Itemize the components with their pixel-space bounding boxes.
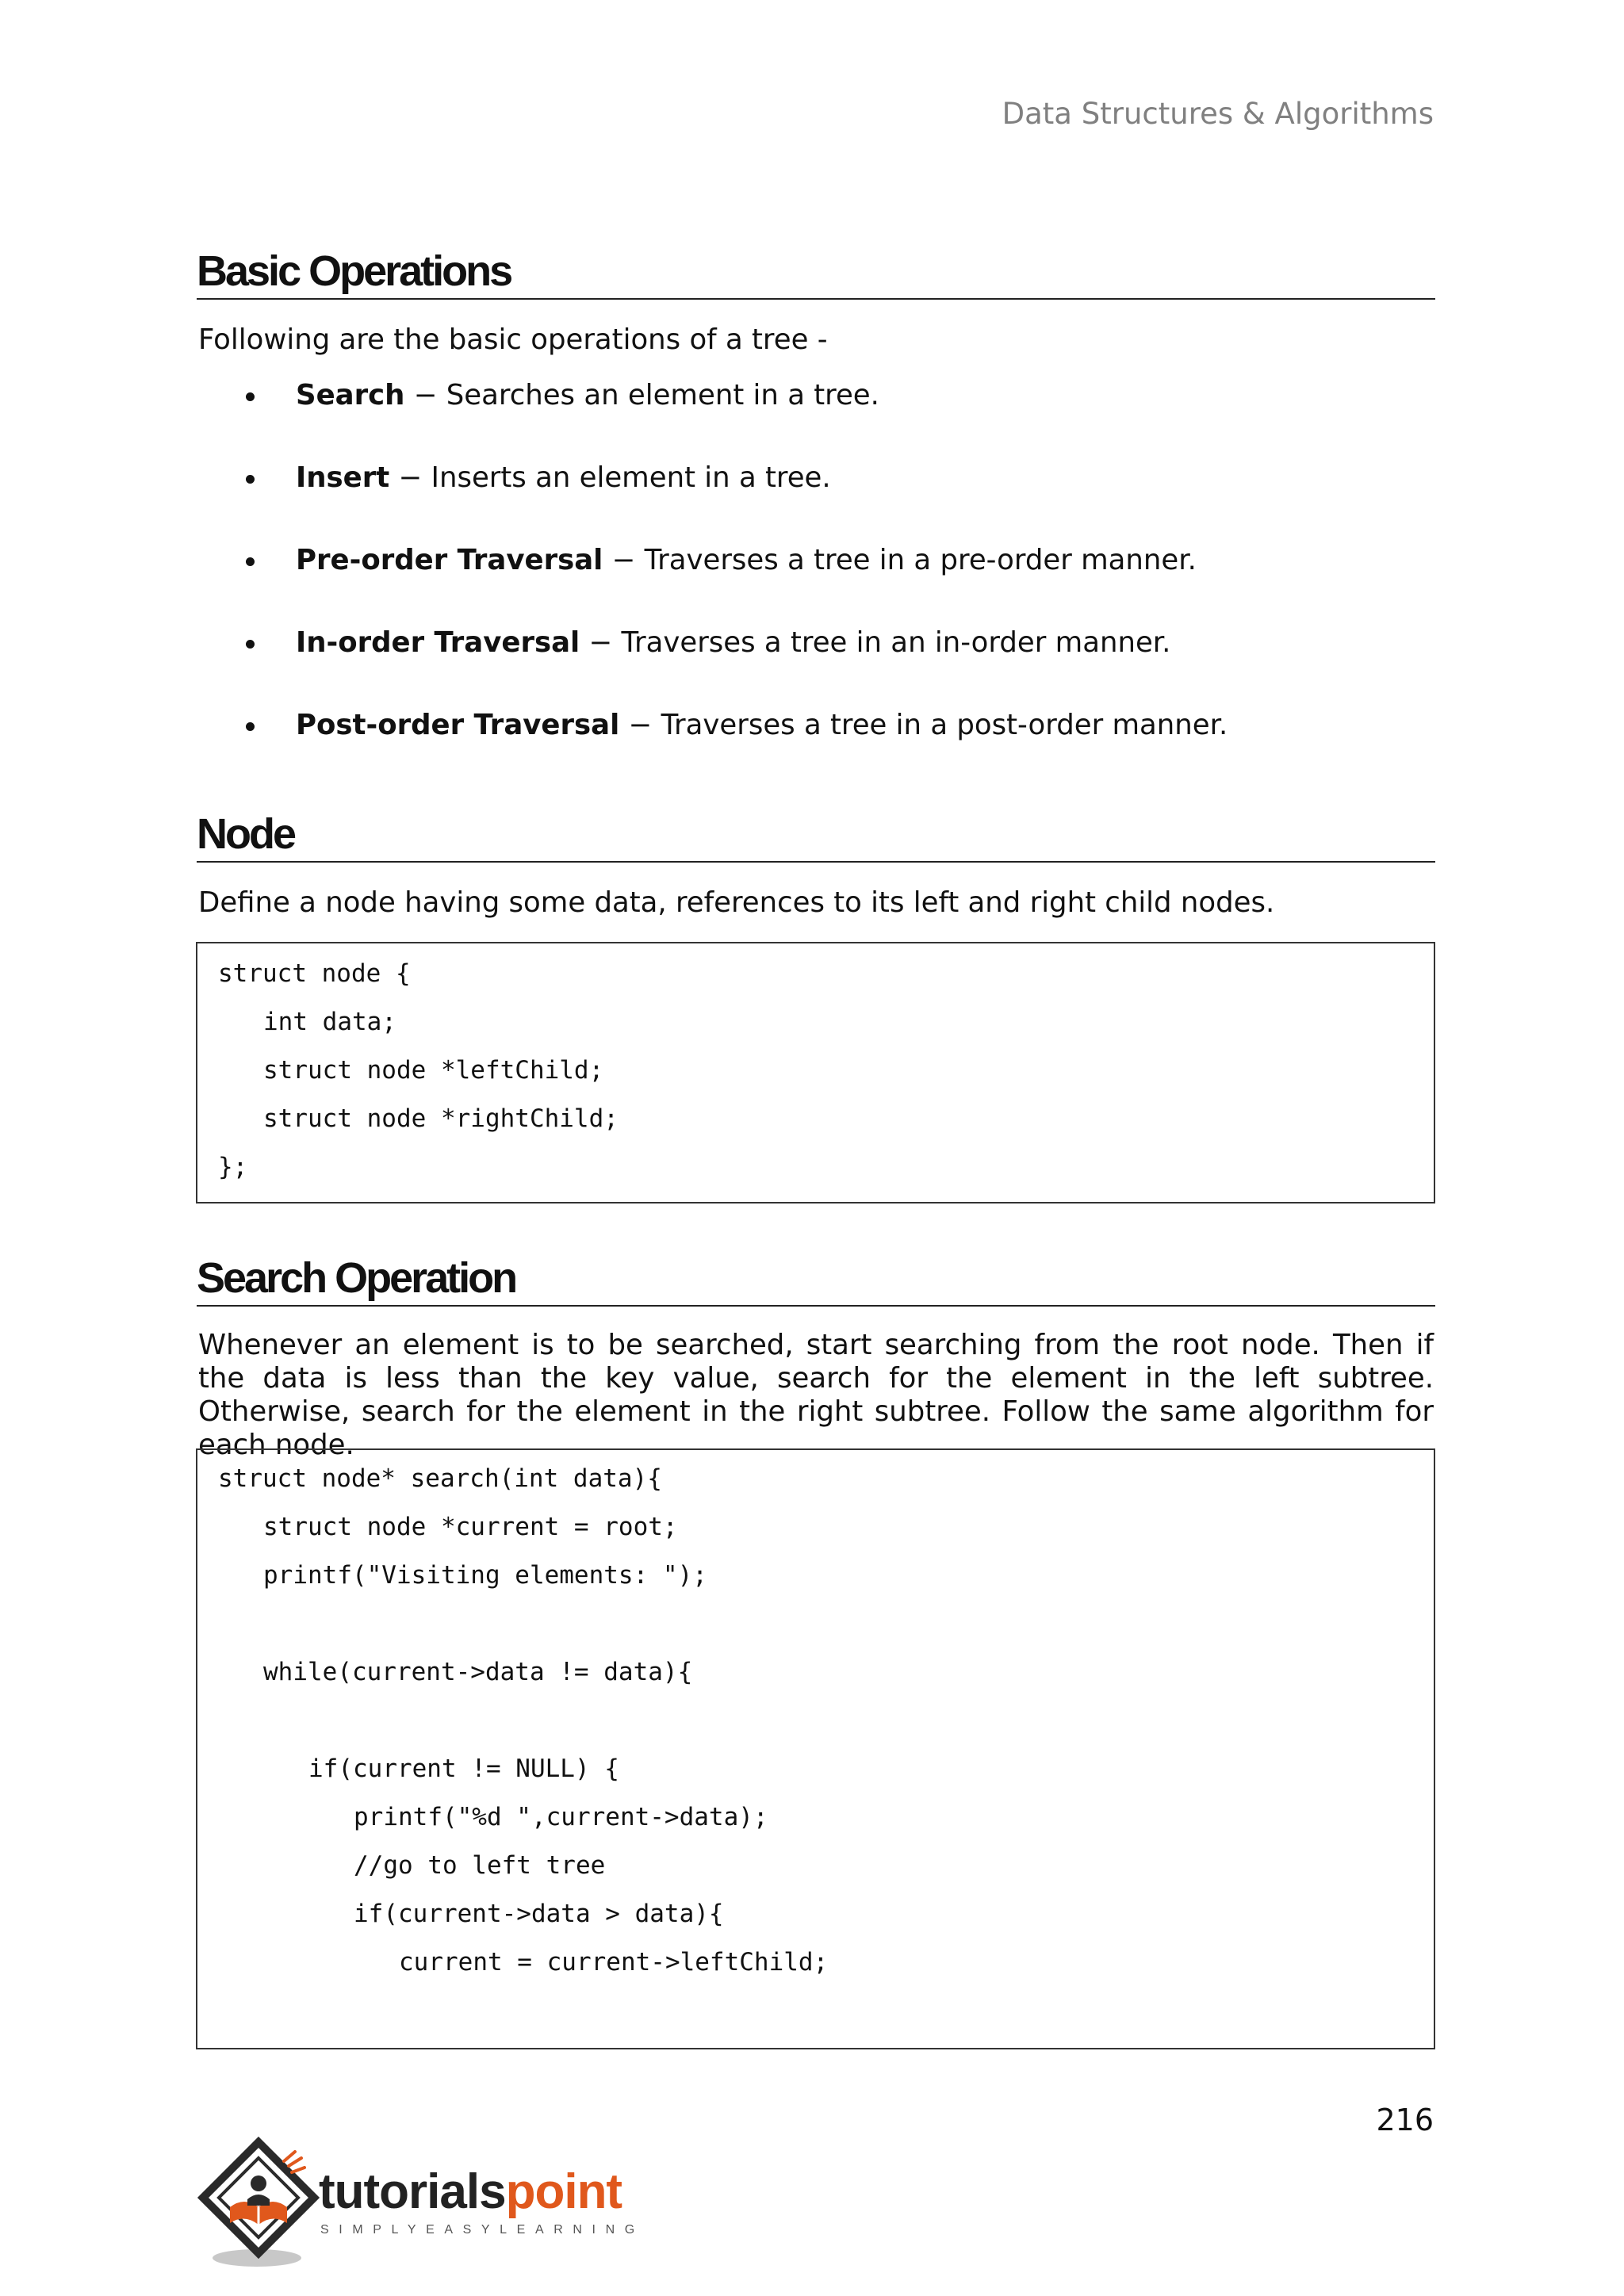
- operation-term: Insert: [296, 461, 390, 494]
- bullet-icon: [246, 640, 255, 649]
- page-number: 216: [1376, 2103, 1434, 2137]
- list-item: [246, 706, 1228, 788]
- logo-tagline: SIMPLYEASYLEARNING: [320, 2223, 645, 2237]
- operation-desc: − Traverses a tree in an in-order manner.: [580, 626, 1171, 659]
- list-item: [246, 623, 1228, 706]
- bullet-icon: [246, 722, 255, 731]
- node-code-block: [196, 942, 1435, 1203]
- code-line: if(current->data > data){: [354, 1900, 724, 1928]
- code-line: if(current != NULL) {: [308, 1755, 619, 1783]
- operation-desc: − Traverses a tree in a post-order manner.: [619, 709, 1228, 741]
- section-title-basic-operations: Basic Operations: [197, 247, 1435, 300]
- code-line: struct node *leftChild;: [263, 1056, 604, 1085]
- logo-emblem-icon: [195, 2134, 322, 2269]
- list-item: [246, 541, 1228, 623]
- code-line: struct node* search(int data){: [218, 1464, 662, 1493]
- operation-desc: − Inserts an element in a tree.: [389, 461, 831, 494]
- bullet-icon: [246, 392, 255, 401]
- operation-term: Search: [296, 379, 405, 411]
- code-line: printf("Visiting elements: ");: [263, 1561, 707, 1590]
- operation-term: Post-order Traversal: [296, 709, 620, 741]
- bullet-icon: [246, 557, 255, 566]
- operation-term: Pre-order Traversal: [296, 544, 603, 576]
- code-line: //go to left tree: [354, 1851, 606, 1880]
- operation-term: In-order Traversal: [296, 626, 580, 659]
- basic-operations-intro: Following are the basic operations of a tree -: [198, 323, 828, 356]
- tutorialspoint-logo: [195, 2134, 645, 2269]
- code-line: struct node {: [218, 959, 411, 988]
- operations-list: [246, 376, 1228, 788]
- operation-desc: − Traverses a tree in a pre-order manner.: [603, 544, 1197, 576]
- code-line: current = current->leftChild;: [399, 1948, 829, 1976]
- search-operation-intro: Whenever an element is to be searched, start searching from the root node. Then if the data is less than the key value, search for the element in the left subtree. Otherwise, search for the element in the right subtree. Follow the same algorithm for each node.: [198, 1329, 1434, 1461]
- list-item: [246, 458, 1228, 541]
- operation-desc: − Searches an element in a tree.: [404, 379, 879, 411]
- search-code-block: [196, 1448, 1435, 2049]
- running-header: Data Structures & Algorithms: [1002, 97, 1434, 131]
- code-line: struct node *rightChild;: [263, 1104, 619, 1133]
- code-line: printf("%d ",current->data);: [354, 1803, 768, 1831]
- logo-wordmark: tutorialspoint: [319, 2164, 622, 2219]
- code-line: while(current->data != data){: [263, 1658, 693, 1686]
- code-line: int data;: [263, 1008, 396, 1036]
- list-item: [246, 376, 1228, 458]
- code-line: struct node *current = root;: [263, 1513, 678, 1541]
- section-title-node: Node: [197, 810, 1435, 863]
- section-title-search-operation: Search Operation: [197, 1254, 1435, 1307]
- bullet-icon: [246, 475, 255, 484]
- node-intro: Define a node having some data, references to its left and right child nodes.: [198, 886, 1275, 919]
- code-line: };: [218, 1153, 248, 1181]
